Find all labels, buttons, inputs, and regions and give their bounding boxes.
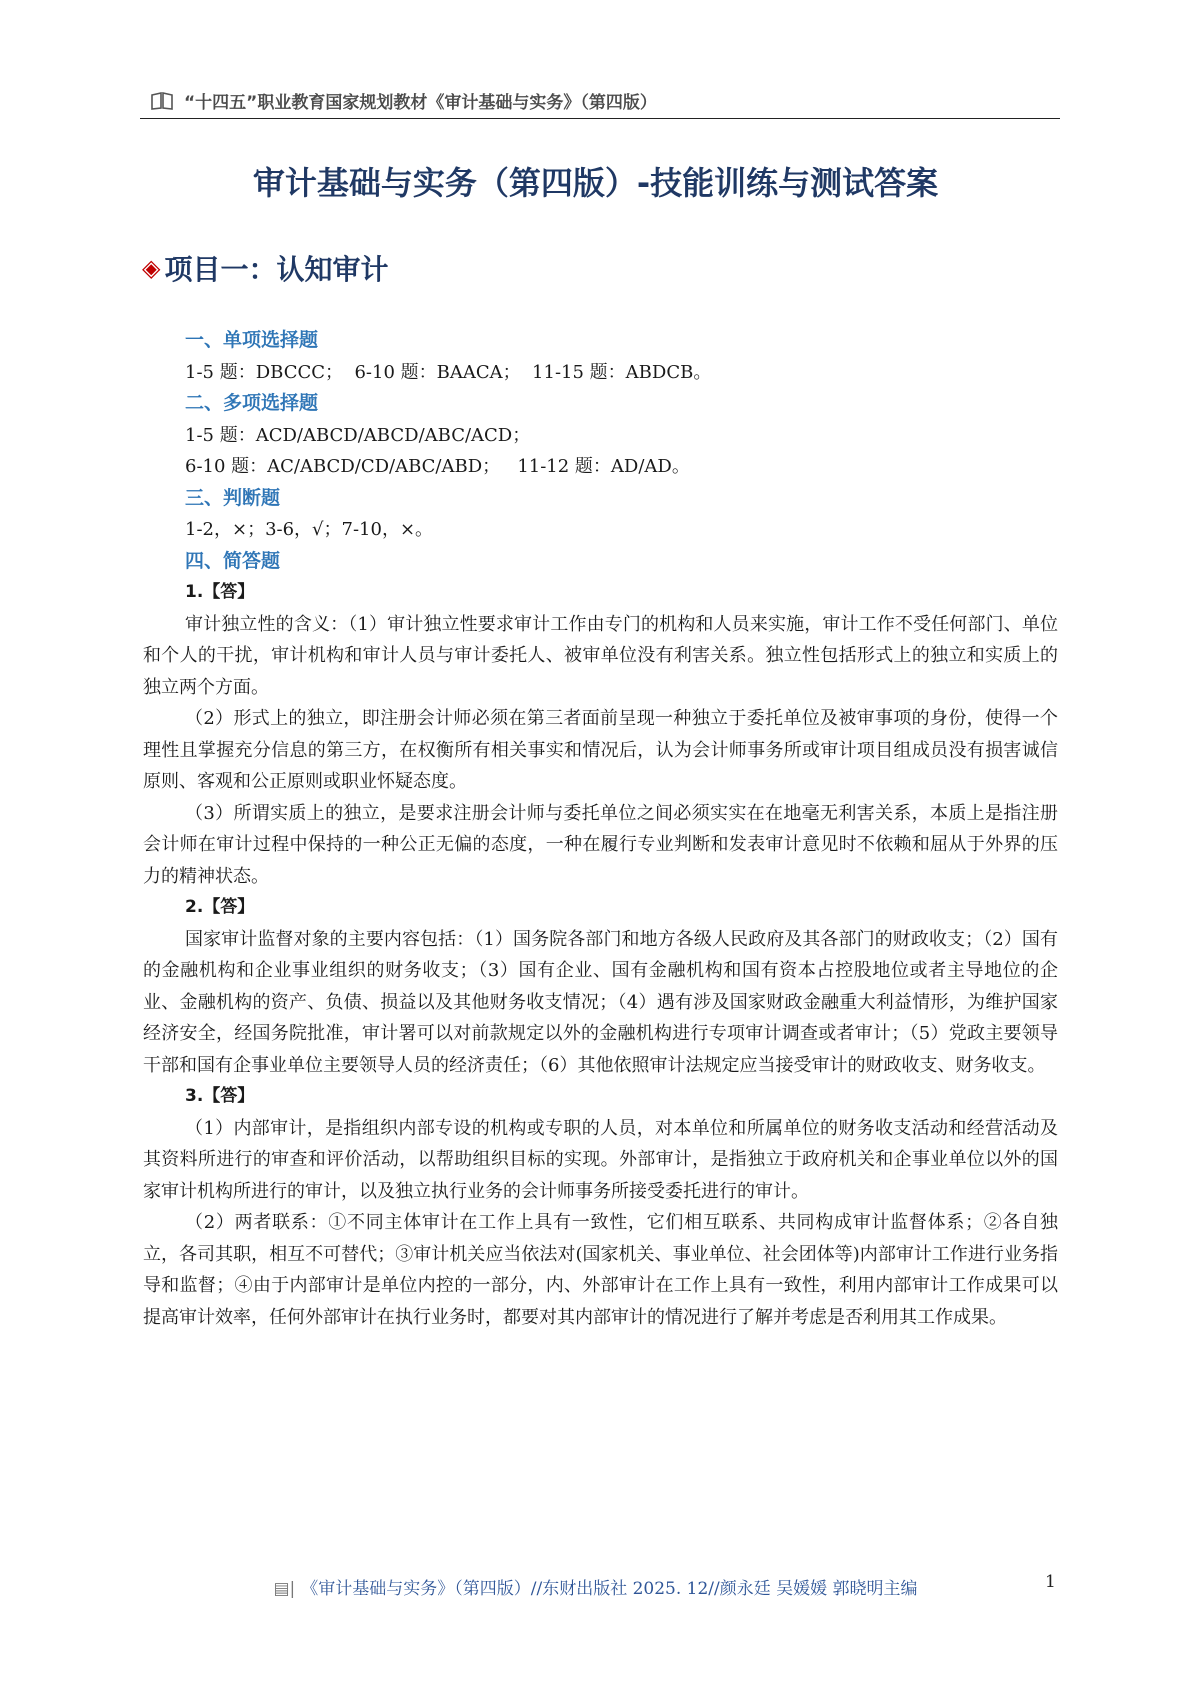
section-heading-multiple-choice: 二、多项选择题 [185, 392, 319, 414]
section-heading-short-answer: 四、简答题 [185, 549, 281, 572]
multiple-choice-answers-2: 6-10 题：AC/ABCD/CD/ABC/ABD； 11-12 题：AD/AD。 [185, 456, 690, 477]
books-icon: ▤| [273, 1579, 296, 1599]
question-3-label: 3.【答】 [185, 1086, 255, 1106]
single-choice-answers: 1-5 题：DBCCC； 6-10 题：BAACA； 11-15 题：ABDCB。 [185, 361, 712, 383]
document-title: 审计基础与实务（第四版）-技能训练与测试答案 [252, 164, 939, 202]
question-1-paragraph-1: 审计独立性的含义：（1）审计独立性要求审计工作由专门的机构和人员来实施，审计工作不受任何部门、单位和个人的干扰，审计机构和审计人员与审计委托人、被审单位没有利害关系。独立性包括形式上的独立和实质上的独立两个方面。 [143, 613, 1058, 698]
question-2-paragraph-1: 国家审计监督对象的主要内容包括：（1）国务院各部门和地方各级人民政府及其各部门的财政收支；（2）国有的金融机构和企业事业组织的财务收支；（3）国有企业、国有金融机构和国有资本占控股地位或者主导地位的企业、金融机构的资产、负债、损益以及其他财务收支情况；（4）遇有涉及国家财政金融重大利益情形，为维护国家经济安全，经国务院批准，审计署可以对前款规定以外的金融机构进行专项审计调查或者审计；（5）党政主要领导干部和国有企事业单位主要领导人员的经济责任；（6）其他依照审计法规定应当接受审计的财政收支、财务收支。 [143, 928, 1058, 1076]
question-2-label: 2.【答】 [185, 897, 255, 917]
section-heading-single-choice: 一、单项选择题 [185, 329, 319, 351]
question-1-label: 1.【答】 [185, 582, 255, 602]
question-1-paragraph-3: （3）所谓实质上的独立，是要求注册会计师与委托单位之间必须实实在在地毫无利害关系，本质上是指注册会计师在审计过程中保持的一种公正无偏的态度，一种在履行专业判断和发表审计意见时不依赖和屈从于外界的压力的精神状态。 [143, 802, 1058, 887]
footer-text: 《审计基础与实务》（第四版）//东财出版社 2025. 12//颜永廷 吴媛媛 郭晓明主编 [301, 1579, 918, 1599]
project-title-text: 项目一：认知审计 [164, 253, 389, 286]
header-text: “十四五”职业教育国家规划教材《审计基础与实务》（第四版） [184, 93, 657, 113]
multiple-choice-answers-1: 1-5 题：ACD/ABCD/ABCD/ABC/ACD； [185, 424, 531, 446]
question-3-paragraph-1: （1）内部审计，是指组织内部专设的机构或专职的人员，对本单位和所属单位的财务收支活动和经营活动及其资料所进行的审查和评价活动，以帮助组织目标的实现。外部审计，是指独立于政府机关和企事业单位以外的国家审计机构所进行的审计，以及独立执行业务的会计师事务所接受委托进行的审计。 [143, 1117, 1058, 1202]
answer-content [143, 325, 1058, 1333]
header-divider [140, 118, 1060, 119]
project-heading [142, 248, 388, 288]
open-book-icon [150, 92, 174, 110]
page-number: 1 [1045, 1572, 1056, 1592]
question-3-paragraph-2: （2）两者联系：①不同主体审计在工作上具有一致性，它们相互联系、共同构成审计监督体系；②各自独立，各司其职，相互不可替代；③审计机关应当依法对(国家机关、事业单位、社会团体等)内部审计工作进行业务指导和监督；④由于内部审计是单位内控的一部分，内、外部审计在工作上具有一致性，利用内部审计工作成果可以提高审计效率，任何外部审计在执行业务时，都要对其内部审计的情况进行了解并考虑是否利用其工作成果。 [143, 1212, 1058, 1328]
diamond-marker-icon: ◈ [142, 254, 161, 282]
true-false-answers: 1-2，×；3-6，√；7-10，×。 [185, 519, 434, 540]
section-heading-true-false: 三、判断题 [185, 486, 281, 509]
question-1-paragraph-2: （2）形式上的独立，即注册会计师必须在第三者面前呈现一种独立于委托单位及被审事项的身份，使得一个理性且掌握充分信息的第三方，在权衡所有相关事实和情况后，认为会计师事务所或审计项目组成员没有损害诚信原则、客观和公正原则或职业怀疑态度。 [143, 708, 1058, 792]
running-header [150, 88, 1030, 113]
running-footer [0, 1574, 1191, 1599]
